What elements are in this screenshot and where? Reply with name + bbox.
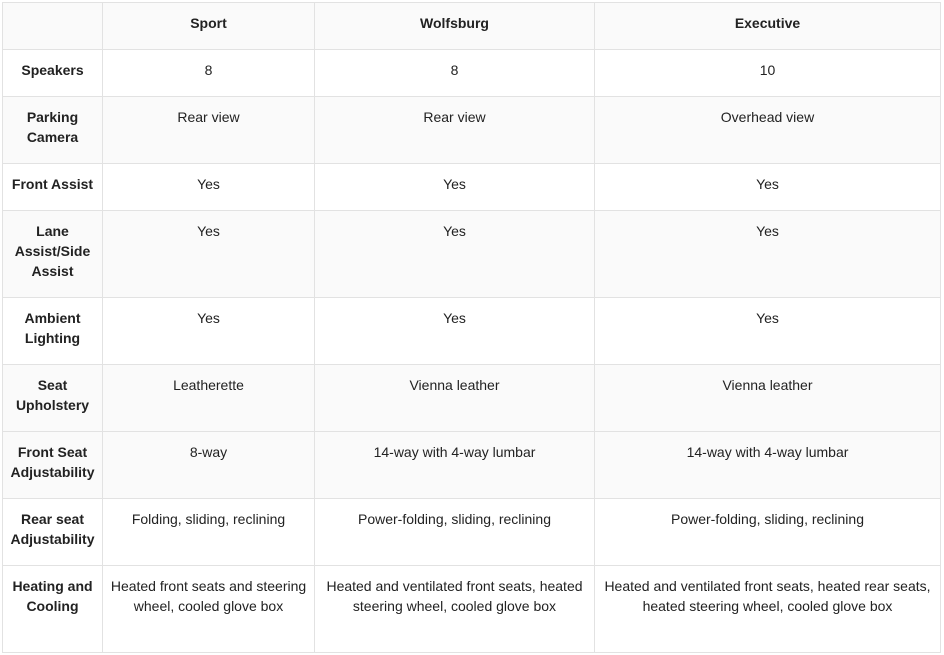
table-cell: 10 bbox=[595, 50, 941, 97]
header-corner-cell bbox=[3, 3, 103, 50]
table-cell: 8 bbox=[103, 50, 315, 97]
table-cell: Yes bbox=[103, 164, 315, 211]
table-cell: Power-folding, sliding, reclining bbox=[595, 499, 941, 566]
table-cell: 8-way bbox=[103, 432, 315, 499]
row-label: Front Seat Adjustability bbox=[3, 432, 103, 499]
table-cell: Yes bbox=[595, 298, 941, 365]
table-row bbox=[3, 211, 941, 298]
table-row bbox=[3, 566, 941, 653]
table-cell: Folding, sliding, reclining bbox=[103, 499, 315, 566]
table-cell: Rear view bbox=[103, 97, 315, 164]
table-row bbox=[3, 50, 941, 97]
table-row bbox=[3, 365, 941, 432]
row-label: Heating and Cooling bbox=[3, 566, 103, 653]
table-row bbox=[3, 432, 941, 499]
table-cell: Vienna leather bbox=[595, 365, 941, 432]
header-row bbox=[3, 3, 941, 50]
table-cell: Rear view bbox=[315, 97, 595, 164]
table-cell: Heated and ventilated front seats, heated steering wheel, cooled glove box bbox=[315, 566, 595, 653]
table-cell: Overhead view bbox=[595, 97, 941, 164]
row-label: Rear seat Adjustability bbox=[3, 499, 103, 566]
table-cell: Vienna leather bbox=[315, 365, 595, 432]
table-cell: Power-folding, sliding, reclining bbox=[315, 499, 595, 566]
table-cell: Yes bbox=[315, 164, 595, 211]
row-label: Seat Upholstery bbox=[3, 365, 103, 432]
table-cell: Yes bbox=[103, 211, 315, 298]
row-label: Speakers bbox=[3, 50, 103, 97]
table-cell: 14-way with 4-way lumbar bbox=[315, 432, 595, 499]
row-label: Front Assist bbox=[3, 164, 103, 211]
table-cell: Yes bbox=[595, 164, 941, 211]
table-row bbox=[3, 164, 941, 211]
row-label: Ambient Lighting bbox=[3, 298, 103, 365]
row-label: Lane Assist/Side Assist bbox=[3, 211, 103, 298]
table-cell: Heated and ventilated front seats, heated rear seats, heated steering wheel, cooled glove box bbox=[595, 566, 941, 653]
table-row bbox=[3, 499, 941, 566]
column-header-executive: Executive bbox=[595, 3, 941, 50]
table-cell: Yes bbox=[595, 211, 941, 298]
table-cell: 8 bbox=[315, 50, 595, 97]
column-header-sport: Sport bbox=[103, 3, 315, 50]
comparison-table bbox=[2, 2, 941, 653]
row-label: Parking Camera bbox=[3, 97, 103, 164]
table-cell: 14-way with 4-way lumbar bbox=[595, 432, 941, 499]
column-header-wolfsburg: Wolfsburg bbox=[315, 3, 595, 50]
table-row bbox=[3, 298, 941, 365]
table-cell: Heated front seats and steering wheel, cooled glove box bbox=[103, 566, 315, 653]
table-cell: Yes bbox=[315, 298, 595, 365]
table-cell: Leatherette bbox=[103, 365, 315, 432]
table-row bbox=[3, 97, 941, 164]
table-cell: Yes bbox=[103, 298, 315, 365]
table-cell: Yes bbox=[315, 211, 595, 298]
